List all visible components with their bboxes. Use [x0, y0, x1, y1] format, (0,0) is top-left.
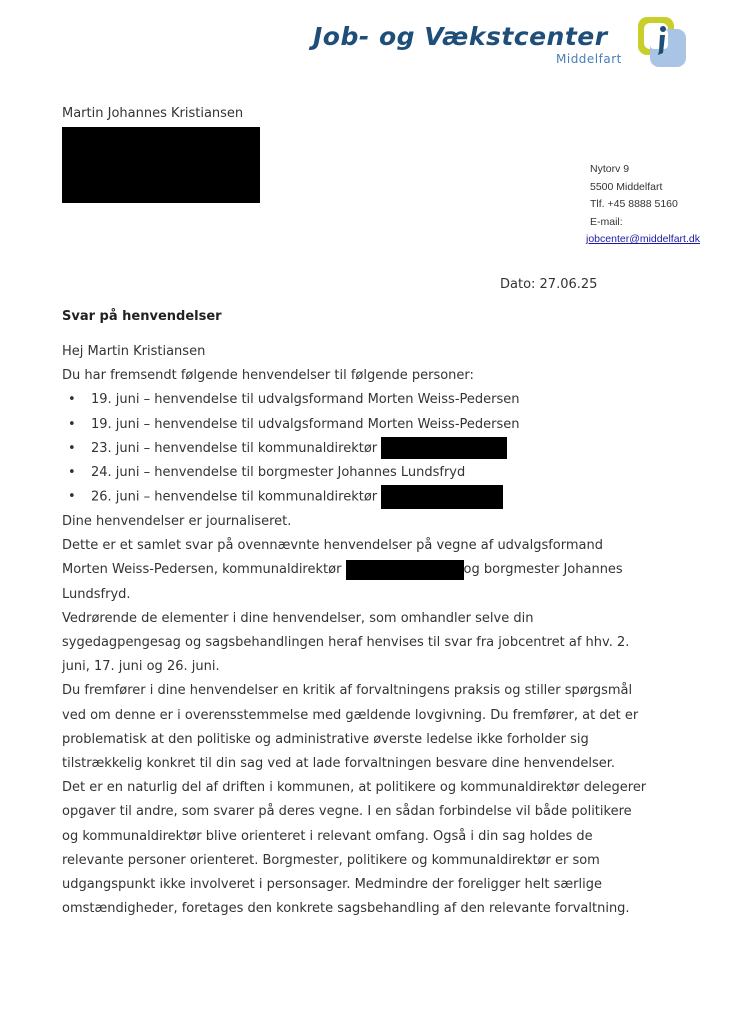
paragraph-journaliseret: Dine henvendelser er journaliseret. — [62, 513, 292, 529]
inquiry-list — [62, 388, 702, 510]
letter-subject: Svar på henvendelser — [62, 309, 222, 324]
sender-street: Nytorv 9 — [590, 163, 630, 175]
logo-title: Job- og Vækstcenter — [313, 22, 608, 51]
bullet-icon: • — [68, 440, 76, 456]
list-item: • 19. juni – henvendelse til udvalgsformand Morten Weiss-Pedersen — [62, 413, 702, 437]
list-item: • 24. juni – henvendelse til borgmester Johannes Lundsfryd — [62, 461, 702, 485]
bullet-icon: • — [68, 465, 76, 481]
logo-subtitle: Middelfart — [556, 52, 622, 66]
sender-email-link[interactable]: jobcenter@middelfart.dk — [586, 233, 700, 245]
sender-phone: Tlf. +45 8888 5160 — [590, 198, 678, 210]
redacted-name — [381, 437, 507, 459]
letter-date: Dato: 27.06.25 — [500, 277, 598, 292]
paragraph-kritik: Du fremfører i dine henvendelser en kritik af forvaltningens praksis og stiller spørgsmål ved om denne er i overensstemmelse med gældende lovgivning. Du fremfører, at det er problematisk at den politiske og administrative øverste ledelse ikke forholder sig tilstrækkelig konkret til din sag ved at lade forvaltningen besvare dine henvendelser. — [62, 683, 639, 771]
info-i-icon — [636, 15, 688, 69]
redacted-name — [381, 485, 503, 509]
redacted-address — [62, 127, 260, 203]
redacted-name — [346, 560, 464, 580]
sender-city: 5500 Middelfart — [590, 180, 663, 193]
paragraph-samlet-svar: Dette er et samlet svar på ovennævnte henvendelser på vegne af udvalgsformand Morten Weiss-Pedersen, kommunaldirektør og borgmester Johannes Lundsfryd. — [62, 538, 623, 602]
letter-body — [62, 340, 702, 921]
intro: Du har fremsendt følgende henvendelser til følgende personer: — [62, 368, 474, 384]
paragraph-vedroerende: Vedrørende de elementer i dine henvendelser, som omhandler selve din sygedagpengesag og sagsbehandlingen heraf henvises til svar fra jobcentret af hhv. 2. juni, 17. juni og 26. juni. — [62, 610, 630, 675]
sender-email-label: E-mail: — [590, 215, 623, 228]
sender-address — [586, 161, 700, 249]
bullet-icon: • — [68, 416, 76, 432]
greeting: Hej Martin Kristiansen — [62, 344, 206, 359]
list-item: • 23. juni – henvendelse til kommunaldirektør — [62, 437, 702, 461]
paragraph-delegering: Det er en naturlig del af driften i kommunen, at politikere og kommunaldirektør delegerer opgaver til andre, som svarer på deres vegne. I en sådan forbindelse vil både politikere og kommunaldirektør blive orienteret i relevant omfang. Også i din sag holdes de relevante personer orienteret. Borgmester, politikere og kommunaldirektør er som udgangspunkt ikke involveret i personsager. Medmindre der foreligger helt særlige omstændigheder, foretages den konkrete sagsbehandling af den relevante forvaltning. — [62, 780, 647, 917]
bullet-icon: • — [68, 489, 76, 505]
bullet-icon: • — [68, 392, 76, 408]
list-item: • 26. juni – henvendelse til kommunaldirektør — [62, 485, 702, 510]
list-item: • 19. juni – henvendelse til udvalgsformand Morten Weiss-Pedersen — [62, 388, 702, 412]
recipient-name: Martin Johannes Kristiansen — [62, 106, 244, 121]
